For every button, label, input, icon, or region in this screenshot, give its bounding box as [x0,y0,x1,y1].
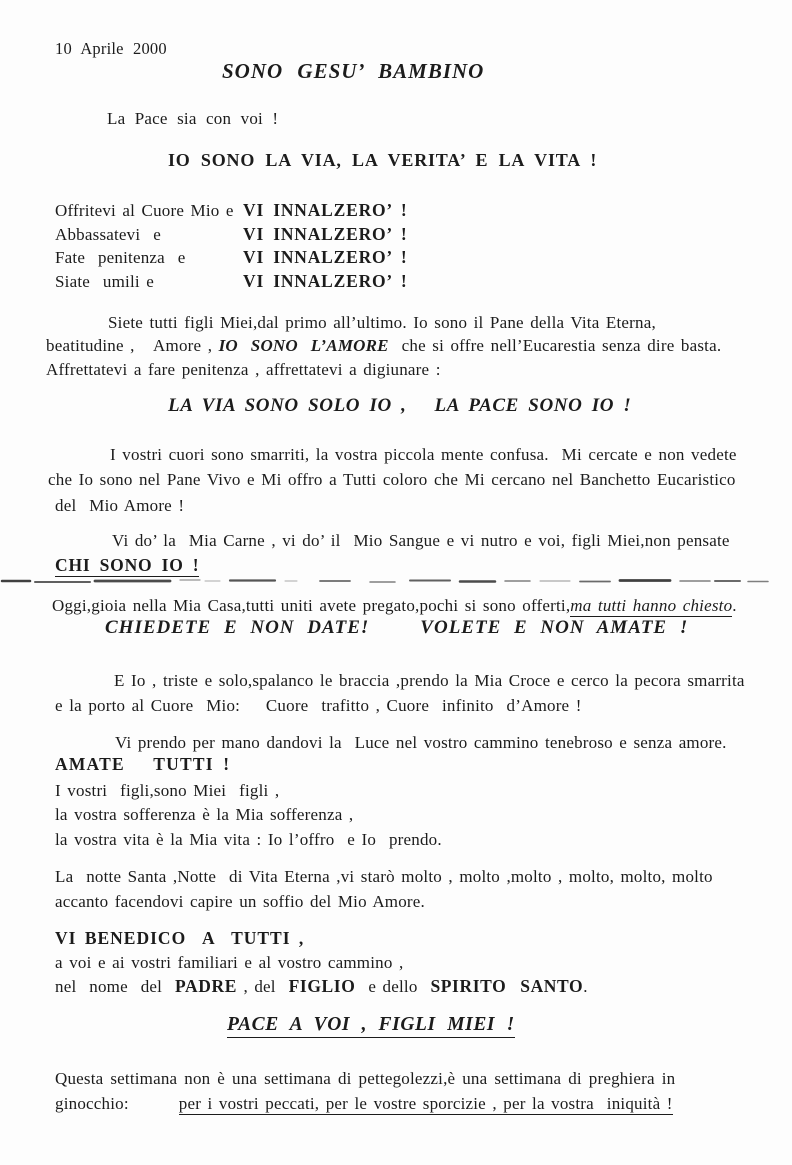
closing-line: Questa settimana non è una settimana di pettegolezzi,è una settimana di preghiera in [55,1069,676,1088]
blessing-block [55,927,588,998]
paragraph-line [46,334,721,357]
paragraph-line: la vostra sofferenza è la Mia sofferenza , [55,805,354,825]
paragraph-line: del Mio Amore ! [55,495,185,515]
paragraph-line [48,553,730,578]
litany-row [55,199,408,223]
blessing-line: a voi e ai vostri familiari e al vostro cammino , [55,952,404,972]
emphasis-chi-sono-io: CHI SONO IO ! [55,555,200,575]
litany-lead: Abbassatevi e [55,224,161,244]
paragraph-line: I vostri cuori sono smarriti, la vostra piccola mente confusa. Mi cercate e non vedete [110,445,737,464]
paragraph-line: Affrettatevi a fare penitenza , affrettatevi a digiunare : [46,359,441,379]
heading-pace-a-voi-text: PACE A VOI , FIGLI MIEI ! [227,1014,515,1038]
litany-block [55,199,408,293]
blessing-trinity-line [55,975,588,999]
litany-shout: VI INNALZERO’ ! [243,200,408,220]
litany-lead: Offritevi al Cuore Mio e [55,201,234,220]
paragraph-line: I vostri figli,sono Miei figli , [55,781,280,800]
emphasis-spirito-santo: SPIRITO SANTO [430,975,584,996]
paragraph-notte [55,864,713,915]
paragraph-line: E Io , triste e solo,spalanco le braccia ,prendo la Mia Croce e cerco la pecora smarrita [114,671,745,690]
closing-block [55,1066,675,1117]
paragraph-eio [48,668,745,718]
paragraph-carne [48,528,730,578]
litany-shout: VI INNALZERO’ ! [243,247,408,268]
text-run: e dello [355,976,431,996]
text-run: . [732,596,737,615]
litany-shout: VI INNALZERO’ ! [243,223,408,244]
paragraph-line: La notte Santa ,Notte di Vita Eterna ,vi starò molto , molto ,molto , molto, molto, molto [55,867,713,886]
text-run: . [583,976,588,996]
text-run: che si offre nell’Eucarestia senza dire basta. [388,336,722,356]
heading-pace-a-voi [227,1014,515,1036]
blessing-vi-benedico: VI BENEDICO A TUTTI , [55,928,305,948]
litany-lead: Siate umili e [55,271,154,291]
text-run: beatitudine , Amore , [46,336,219,356]
paragraph-line: Siete tutti figli Miei,dal primo all’ultimo. Io sono il Pane della Vita Eterna, [108,313,656,332]
closing-line [55,1091,675,1116]
text-run: Oggi,gioia nella Mia Casa,tutti uniti avete pregato,pochi si sono offerti, [52,596,571,615]
heading-io-sono-la-via: IO SONO LA VIA, LA VERITA’ E LA VITA ! [168,150,598,170]
paragraph-line: la vostra vita è la Mia vita : Io l’offro e Io prendo. [55,829,442,849]
heading-la-via-sono-solo-io: LA VIA SONO SOLO IO , LA PACE SONO IO ! [168,395,632,416]
document-date: 10 Aprile 2000 [55,39,167,58]
paragraph-line: accanto facendovi capire un soffio del Mio Amore. [55,892,425,912]
paragraph-figli [55,779,442,852]
litany-row [55,223,408,247]
emphasis-ma-tutti-hanno-chiesto: ma tutti hanno chiesto [570,596,733,615]
emphasis-per-i-vostri-peccati: per i vostri peccati, per le vostre sporcizie , per la vostra iniquità ! [178,1094,673,1114]
paragraph-siete [46,311,721,381]
emphasis-io-sono-lamore: IO SONO L’AMORE [218,336,389,356]
heading-chiedete-e-non-date: CHIEDETE E NON DATE! VOLETE E NON AMATE ! [105,617,689,638]
paragraph-mano: Vi prendo per mano dandovi la Luce nel vostro cammino tenebroso e senza amore. [115,733,727,752]
paragraph-line: che Io sono nel Pane Vivo e Mi offro a Tutti coloro che Mi cercano nel Banchetto Eucaristico [48,470,736,490]
litany-row [55,270,408,294]
paragraph-oggi [52,596,737,616]
emphasis-amate-tutti: AMATE TUTTI ! [55,754,231,774]
litany-lead: Fate penitenza e [55,248,186,268]
paragraph-line: Vi do’ la Mia Carne , vi do’ il Mio Sangue e vi nutro e voi, figli Miei,non pensate [112,531,730,550]
greeting-line: La Pace sia con voi ! [107,109,279,128]
paragraph-line: e la porto al Cuore Mio: Cuore trafitto , Cuore infinito d’Amore ! [55,696,582,715]
paragraph-cuori [48,442,737,518]
litany-row [55,246,408,270]
document-title: SONO GESU’ BAMBINO [222,59,485,83]
text-run: , del [237,976,289,996]
litany-shout: VI INNALZERO’ ! [243,270,408,291]
emphasis-figlio: FIGLIO [288,975,356,996]
text-run: nel nome del [55,976,176,996]
emphasis-padre: PADRE [175,975,237,996]
pencil-strike-line [0,577,792,587]
text-run: ginocchio: [55,1094,129,1114]
